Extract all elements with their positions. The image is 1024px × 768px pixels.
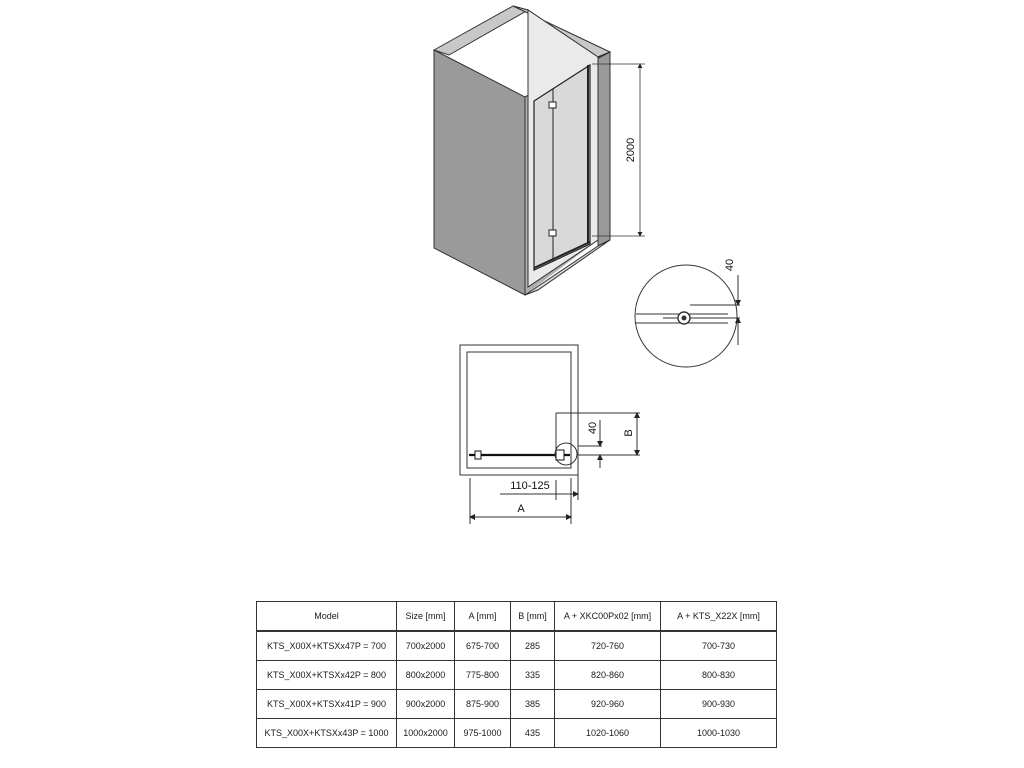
cell-a-kts: 900-930 [661, 690, 777, 719]
cell-model: KTS_X00X+KTSXx47P = 700 [257, 631, 397, 661]
cell-size: 700x2000 [397, 631, 455, 661]
cell-a-xkc: 920-960 [555, 690, 661, 719]
cell-a-kts: 800-830 [661, 661, 777, 690]
cell-model: KTS_X00X+KTSXx42P = 800 [257, 661, 397, 690]
header-a: A [mm] [455, 602, 511, 632]
table-row [257, 719, 777, 748]
cell-a-kts: 700-730 [661, 631, 777, 661]
plan-offset-label: 40 [587, 421, 599, 435]
header-model: Model [257, 602, 397, 632]
header-size: Size [mm] [397, 602, 455, 632]
cell-model: KTS_X00X+KTSXx43P = 1000 [257, 719, 397, 748]
table-row [257, 631, 777, 661]
plan-b-label: B [623, 429, 635, 437]
plan-range-label: 110-125 [510, 480, 550, 492]
spec-table [256, 601, 777, 748]
height-label: 2000 [625, 137, 637, 163]
cell-a-xkc: 1020-1060 [555, 719, 661, 748]
cell-b: 385 [511, 690, 555, 719]
table-header-row [257, 602, 777, 632]
cell-a: 675-700 [455, 631, 511, 661]
cell-a: 875-900 [455, 690, 511, 719]
header-a-kts: A + KTS_X22X [mm] [661, 602, 777, 632]
detail-view [635, 265, 740, 367]
cell-a-kts: 1000-1030 [661, 719, 777, 748]
cell-b: 435 [511, 719, 555, 748]
cell-b: 335 [511, 661, 555, 690]
cell-a-xkc: 820-860 [555, 661, 661, 690]
door-panel [534, 65, 590, 270]
hinge-top-icon [549, 102, 556, 108]
hinge-bottom-icon [549, 230, 556, 236]
cell-b: 285 [511, 631, 555, 661]
header-a-xkc: A + XKC00Px02 [mm] [555, 602, 661, 632]
cell-a: 975-1000 [455, 719, 511, 748]
cell-model: KTS_X00X+KTSXx41P = 900 [257, 690, 397, 719]
cell-size: 900x2000 [397, 690, 455, 719]
cell-a: 775-800 [455, 661, 511, 690]
plan-view [460, 345, 640, 524]
cell-size: 1000x2000 [397, 719, 455, 748]
table-row [257, 661, 777, 690]
left-wall [434, 50, 525, 295]
left-wall-top [434, 6, 528, 55]
table-row [257, 690, 777, 719]
cell-size: 800x2000 [397, 661, 455, 690]
header-b: B [mm] [511, 602, 555, 632]
cell-a-xkc: 720-760 [555, 631, 661, 661]
detail-offset-label: 40 [724, 258, 736, 272]
right-wall [598, 52, 610, 246]
plan-hinge-icon [475, 451, 481, 459]
plan-a-label: A [517, 503, 525, 515]
isometric-view [434, 6, 610, 295]
